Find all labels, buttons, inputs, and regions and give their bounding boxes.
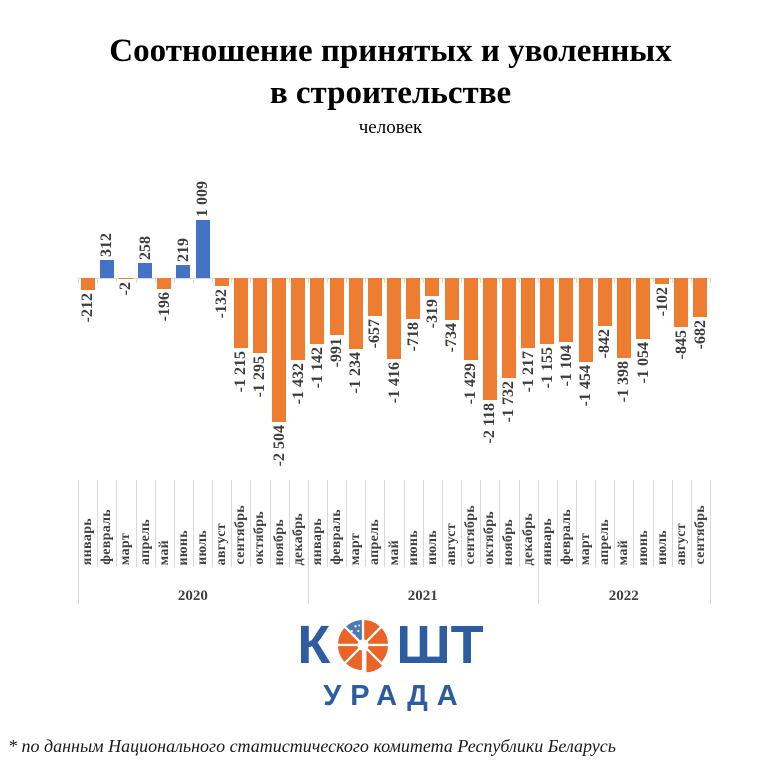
bar-value-label: 258 xyxy=(136,236,154,261)
year-divider-line xyxy=(78,480,79,604)
bar-value-label: -1 295 xyxy=(251,355,269,397)
bar xyxy=(655,278,669,284)
axis-tick xyxy=(499,278,500,283)
month-axis-label: сентябрь xyxy=(233,505,249,565)
month-axis-label: июнь xyxy=(635,529,651,565)
month-axis-label: август xyxy=(214,522,230,565)
month-axis-label: апрель xyxy=(367,519,383,565)
bar xyxy=(617,278,631,358)
year-divider-line xyxy=(710,480,711,604)
bar-value-label: -845 xyxy=(672,329,690,359)
bar-value-label: -657 xyxy=(366,318,384,349)
month-axis-label: май xyxy=(386,539,402,565)
bar xyxy=(425,278,439,296)
bar-value-label: -132 xyxy=(213,288,231,318)
year-axis-label: 2021 xyxy=(407,588,438,604)
bar-value-label: -1 416 xyxy=(385,362,403,404)
bar-value-label: -991 xyxy=(328,338,345,368)
month-axis-label: март xyxy=(578,532,593,565)
bar xyxy=(176,265,190,278)
month-axis-label: сентябрь xyxy=(692,505,708,565)
bar xyxy=(330,278,344,335)
axis-tick xyxy=(155,278,156,283)
bar xyxy=(272,278,286,422)
axis-tick xyxy=(174,278,175,283)
month-divider-line xyxy=(461,480,462,567)
bar xyxy=(387,278,401,359)
axis-tick xyxy=(116,278,117,283)
month-divider-line xyxy=(327,480,328,567)
bar xyxy=(406,278,420,319)
month-axis-label: август xyxy=(444,522,459,565)
month-axis-label: апрель xyxy=(137,519,153,565)
month-axis-label: февраль xyxy=(329,509,344,565)
bar-value-label: -682 xyxy=(691,320,709,350)
bar-value-label: -1 104 xyxy=(557,344,575,386)
month-divider-line xyxy=(116,480,117,567)
bar xyxy=(464,278,478,360)
axis-tick xyxy=(691,278,692,283)
bar-value-label: -1 432 xyxy=(289,363,307,405)
bar-value-label: 312 xyxy=(98,233,116,258)
logo-letter-k: К xyxy=(297,615,331,675)
month-axis-label: октябрь xyxy=(252,511,268,565)
month-axis-label: декабрь xyxy=(290,512,306,565)
axis-tick xyxy=(442,278,443,283)
axis-tick xyxy=(193,278,194,283)
month-divider-line xyxy=(346,480,347,567)
month-axis-label: июль xyxy=(195,530,210,565)
axis-tick xyxy=(212,278,213,283)
axis-tick xyxy=(346,278,347,283)
bar xyxy=(215,278,229,286)
axis-tick xyxy=(557,278,558,283)
month-axis-label: сентябрь xyxy=(463,505,479,565)
axis-tick xyxy=(327,278,328,283)
bar-value-label: -102 xyxy=(653,286,671,317)
month-divider-line xyxy=(136,480,137,567)
month-divider-line xyxy=(384,480,385,567)
bar-value-label: -1 215 xyxy=(232,350,250,393)
bar xyxy=(368,278,382,316)
bar-value-label: -1 454 xyxy=(577,364,594,406)
month-axis-label: июнь xyxy=(175,529,191,565)
bar-value-label: -1 142 xyxy=(308,346,326,389)
bar xyxy=(310,278,324,344)
chart-title-line2: в строительстве xyxy=(269,75,512,111)
month-divider-line xyxy=(672,480,673,567)
month-divider-line xyxy=(691,480,692,567)
kosht-urada-logo xyxy=(0,616,781,713)
bar xyxy=(502,278,516,378)
month-divider-line xyxy=(633,480,634,567)
bar xyxy=(598,278,612,326)
bar xyxy=(636,278,650,339)
axis-tick xyxy=(270,278,271,283)
month-divider-line xyxy=(653,480,654,567)
axis-tick xyxy=(136,278,137,283)
logo-letters-sht: ШТ xyxy=(396,615,484,675)
year-axis-label: 2020 xyxy=(177,588,208,604)
month-divider-line xyxy=(519,480,520,567)
axis-tick xyxy=(672,278,673,283)
month-divider-line xyxy=(595,480,596,567)
month-axis-label: ноябрь xyxy=(501,518,517,565)
month-divider-line xyxy=(442,480,443,567)
bar xyxy=(540,278,554,344)
month-axis-label: январь xyxy=(80,517,96,565)
bar-value-label: -212 xyxy=(79,293,97,323)
month-divider-line xyxy=(231,480,232,567)
month-axis-label: февраль xyxy=(558,509,574,565)
bar xyxy=(521,278,535,348)
bar-value-label: -1 217 xyxy=(519,351,537,393)
bar xyxy=(559,278,573,342)
axis-tick xyxy=(97,278,98,283)
bar-value-label: -1 054 xyxy=(634,341,652,383)
axis-tick xyxy=(78,278,79,283)
year-divider-line xyxy=(538,480,539,604)
month-divider-line xyxy=(289,480,290,567)
axis-tick xyxy=(461,278,462,283)
axis-tick xyxy=(404,278,405,283)
bar-value-label: -734 xyxy=(443,323,460,353)
axis-tick xyxy=(538,278,539,283)
bar-value-label: -196 xyxy=(155,292,173,322)
bar-value-label: -1 234 xyxy=(347,352,365,394)
month-divider-line xyxy=(97,480,98,567)
axis-tick xyxy=(480,278,481,283)
month-divider-line xyxy=(193,480,194,567)
bar-value-label: -2 504 xyxy=(270,425,288,467)
bar xyxy=(81,278,95,290)
month-divider-line xyxy=(614,480,615,567)
month-divider-line xyxy=(270,480,271,567)
month-axis-label: май xyxy=(156,539,172,565)
bar xyxy=(674,278,688,327)
month-axis-label: октябрь xyxy=(482,511,498,565)
month-divider-line xyxy=(557,480,558,567)
month-axis-label: май xyxy=(616,539,632,565)
bar xyxy=(100,260,114,278)
bar-value-label: -718 xyxy=(404,322,422,352)
bar xyxy=(196,220,210,278)
bar-value-label: -842 xyxy=(596,329,614,359)
axis-tick xyxy=(231,278,232,283)
bar-value-label: -319 xyxy=(423,299,441,329)
logo-wordmark xyxy=(297,616,483,674)
bar-value-label: 219 xyxy=(174,238,192,263)
logo-subtext: УРАДА xyxy=(323,680,467,712)
month-divider-line xyxy=(365,480,366,567)
month-axis-label: июль xyxy=(654,530,670,565)
bar xyxy=(349,278,363,349)
month-divider-line xyxy=(423,480,424,567)
orange-slice-icon xyxy=(335,617,391,673)
axis-tick xyxy=(289,278,290,283)
chart-title xyxy=(0,30,781,114)
axis-tick xyxy=(576,278,577,283)
chart-title-line1: Соотношение принятых и уволенных xyxy=(109,33,672,69)
month-axis-label: январь xyxy=(309,517,325,565)
month-axis-label: июнь xyxy=(405,529,421,565)
year-divider-line xyxy=(308,480,309,604)
month-divider-line xyxy=(480,480,481,567)
bar xyxy=(445,278,459,320)
axis-tick xyxy=(595,278,596,283)
month-axis-label: январь xyxy=(539,517,555,565)
axis-tick xyxy=(423,278,424,283)
bar xyxy=(119,278,133,279)
axis-tick xyxy=(633,278,634,283)
month-divider-line xyxy=(499,480,500,567)
month-axis-label: ноябрь xyxy=(271,518,287,565)
bar xyxy=(138,263,152,278)
month-axis-label: март xyxy=(118,532,134,565)
bar xyxy=(234,278,248,348)
axis-tick xyxy=(384,278,385,283)
bar xyxy=(693,278,707,317)
axis-tick xyxy=(653,278,654,283)
month-divider-line xyxy=(404,480,405,567)
bar-value-label: -1 155 xyxy=(538,347,556,389)
bar-value-label: -2 xyxy=(117,281,135,295)
bar-value-label: -1 429 xyxy=(462,363,480,405)
axis-tick xyxy=(365,278,366,283)
source-footnote: * по данным Национального статистического комитета Республики Беларусь xyxy=(8,736,616,756)
bar xyxy=(579,278,593,362)
year-axis-label: 2022 xyxy=(608,588,639,604)
bar xyxy=(291,278,305,360)
chart-unit-label: человек xyxy=(358,117,423,138)
bar xyxy=(483,278,497,400)
month-axis-label: февраль xyxy=(99,509,115,565)
axis-tick xyxy=(710,278,711,283)
bar xyxy=(253,278,267,353)
bar-value-label: -1 398 xyxy=(615,361,633,403)
month-axis-label: июль xyxy=(424,530,440,565)
month-axis-label: март xyxy=(348,532,364,565)
month-divider-line xyxy=(250,480,251,567)
axis-tick xyxy=(614,278,615,283)
month-axis-label: апрель xyxy=(597,519,613,565)
bar-value-label: -2 118 xyxy=(481,402,499,444)
month-axis-label: август xyxy=(673,522,689,565)
bar-value-label: -1 732 xyxy=(500,380,518,422)
bar-value-label: 1 009 xyxy=(194,181,211,217)
bar xyxy=(157,278,171,289)
month-divider-line xyxy=(155,480,156,567)
axis-tick xyxy=(250,278,251,283)
axis-tick xyxy=(308,278,309,283)
month-divider-line xyxy=(174,480,175,567)
month-divider-line xyxy=(212,480,213,567)
axis-tick xyxy=(519,278,520,283)
month-axis-label: декабрь xyxy=(520,512,536,565)
month-divider-line xyxy=(576,480,577,567)
